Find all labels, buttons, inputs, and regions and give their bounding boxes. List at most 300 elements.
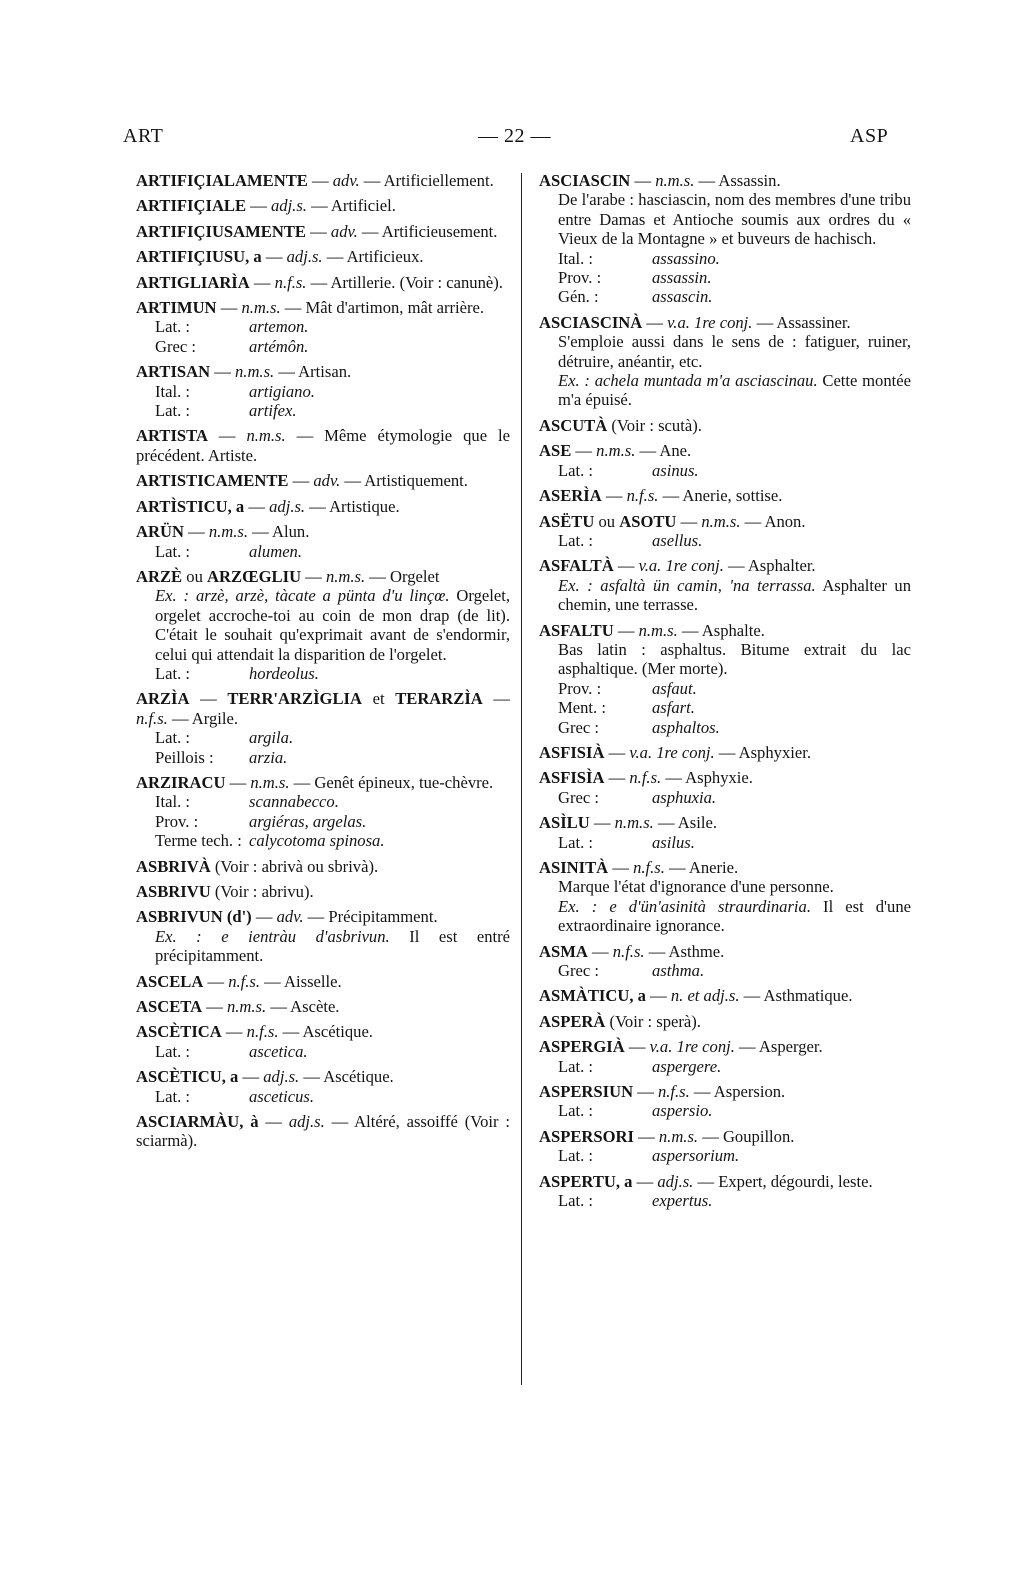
etymology-word: arzia.: [249, 747, 288, 767]
entry-first-line: ASBRIVUN (d') — adv. — Précipitamment.: [136, 907, 438, 927]
cross-reference: (Voir : canunè).: [399, 272, 503, 292]
etymology-label: Lat. :: [155, 1041, 191, 1061]
headword: ASCIASCIN: [539, 171, 631, 190]
part-of-speech: n.m.s.: [226, 997, 267, 1017]
headword: ARTISAN: [136, 362, 211, 382]
definition: Asthmatique.: [763, 986, 853, 1006]
etymology-label: Lat. :: [558, 1101, 594, 1121]
example-translation: Il est d'une extraordinaire ignorance.: [558, 896, 911, 936]
entry-note: S'emploie aussi dans le sens de : fatiguer, ruiner, détruire, anéantir, etc.: [558, 332, 911, 371]
entry-note: Marque l'état d'ignorance d'une personne.: [558, 877, 834, 897]
entry-first-line: [136, 882, 510, 901]
example-translation: Orgelet, orgelet accroche-toi au coin de mon drap (de lit). C'était le souhait qu'exprimait avant de s'endormir, celui qui attendait la disparition de l'orgelet.: [155, 586, 510, 664]
right-column: [539, 171, 911, 1217]
definition: Asphyxier.: [738, 742, 811, 762]
headword: ASËTU: [539, 511, 595, 531]
etymology-line: [539, 249, 911, 268]
headword-variant: TERR'ARZÌGLIA: [227, 689, 362, 709]
entry-first-line: ASPERSIUN — n.f.s. — Aspersion.: [539, 1082, 786, 1102]
part-of-speech: adj.s.: [263, 1067, 300, 1087]
etymology-line: [539, 1101, 911, 1120]
headword-separator: ou: [598, 511, 616, 531]
part-of-speech: n.f.s.: [633, 858, 665, 877]
part-of-speech: n.f.s.: [246, 1022, 279, 1042]
definition: Artillerie.: [330, 272, 396, 292]
dictionary-entry: [539, 986, 911, 1005]
part-of-speech: n.m.s.: [658, 1126, 699, 1146]
headword: ARTIFIÇIUSU, a: [136, 247, 262, 267]
etymology-word: asfaut.: [652, 678, 697, 698]
headword: ASBRIVU: [136, 882, 211, 901]
dictionary-entry: [136, 273, 510, 292]
definition: Mât d'artimon, mât arrière.: [305, 298, 485, 318]
entry-first-line: ASFISIÀ — v.a. 1re conj. — Asphyxier.: [539, 742, 811, 762]
etymology-word: asellus.: [652, 530, 703, 550]
entry-first-line: ASMA — n.f.s. — Asthme.: [539, 941, 725, 961]
entry-first-line: ASËTU ou ASOTU — n.m.s. — Anon.: [539, 511, 806, 531]
entry-first-line: ASMÀTICU, a — n. et adj.s. — Asthmatique.: [539, 986, 853, 1006]
definition: Même étymologie que le précédent. Artiste.: [136, 426, 510, 465]
definition: Ascète.: [290, 997, 340, 1017]
etymology-word: argiéras, argelas.: [249, 811, 367, 831]
etymology-word: asilus.: [652, 832, 695, 852]
etymology-label: Terme tech. :: [155, 831, 242, 851]
dictionary-entry: [539, 1037, 911, 1076]
definition: Artisan.: [298, 362, 352, 382]
dictionary-entry: [539, 1127, 911, 1166]
dictionary-entry: [136, 247, 510, 266]
etymology-line: [539, 1146, 911, 1165]
dictionary-entry: [136, 497, 510, 516]
definition: Anerie.: [688, 858, 739, 877]
etymology-label: Prov. :: [558, 268, 602, 288]
entry-first-line: ARTISTA — n.m.s. — Même étymologie que le précédent. Artiste.: [136, 426, 510, 465]
example-text: achela muntada m'a asciascinau.: [594, 371, 818, 391]
etymology-label: Lat. :: [155, 728, 191, 748]
entry-first-line: ARZÈ ou ARZŒGLIU — n.m.s. — Orgelet: [136, 566, 440, 586]
dictionary-entry: [136, 1112, 510, 1151]
etymology-line: [539, 1057, 911, 1076]
headword-variant: ASOTU: [619, 511, 677, 531]
part-of-speech: adv.: [276, 907, 304, 927]
definition: Goupillon.: [722, 1126, 795, 1146]
example-text: e ientràu d'asbrivun.: [221, 926, 390, 946]
etymology-label: Prov. :: [155, 811, 199, 831]
headword: ARTIFIÇIALAMENTE: [136, 171, 308, 190]
etymology-line: [539, 961, 911, 980]
dictionary-entry: [136, 857, 510, 876]
etymology-label: Ital. :: [155, 381, 191, 401]
part-of-speech: n.m.s.: [208, 522, 249, 542]
headword: ASFISÌA: [539, 768, 605, 788]
part-of-speech: adj.s.: [269, 496, 306, 516]
part-of-speech: n.m.s.: [241, 298, 281, 318]
etymology-line: [136, 748, 510, 767]
part-of-speech: n.m.s.: [638, 620, 678, 640]
part-of-speech: adv.: [330, 221, 358, 241]
part-of-speech: adj.s.: [270, 196, 307, 216]
definition: Assassiner.: [776, 312, 851, 332]
dictionary-entry: [539, 1012, 911, 1031]
definition: Expert, dégourdi, leste.: [718, 1171, 873, 1191]
example: [136, 927, 510, 966]
definition: Artificiel.: [330, 196, 396, 216]
entry-first-line: ARTIFIÇIALE — adj.s. — Artificiel.: [136, 196, 396, 216]
etymology-label: Grec :: [558, 961, 599, 981]
dictionary-entry: [539, 171, 911, 307]
example-translation: Cette montée m'a épuisé.: [558, 371, 911, 410]
headword: ASCUTÀ: [539, 415, 608, 435]
etymology-word: asphuxia.: [652, 787, 717, 807]
part-of-speech: v.a. 1re conj.: [667, 312, 753, 332]
definition: Asperger.: [758, 1037, 823, 1057]
dictionary-entry: [539, 441, 911, 480]
definition: Artistique.: [329, 496, 400, 516]
entry-note: De l'arabe : hasciascin, nom des membres d'une tribu entre Damas et Antioche soumis aux ordres du « Vieux de la Montagne » et buveurs de hachisch.: [558, 190, 911, 249]
part-of-speech: n.f.s.: [626, 486, 659, 506]
dictionary-entry: [136, 1022, 510, 1061]
example: [539, 576, 911, 615]
dictionary-entry: [539, 621, 911, 737]
entry-first-line: ASERÌA — n.f.s. — Anerie, sottise.: [539, 486, 783, 506]
etymology-line: [136, 728, 510, 747]
definition: Asthme.: [668, 941, 725, 961]
entry-first-line: [136, 857, 510, 876]
example-label: Ex. :: [155, 926, 202, 946]
dictionary-entry: [539, 486, 911, 505]
example: [136, 586, 510, 664]
entry-first-line: ASFALTÀ — v.a. 1re conj. — Asphalter.: [539, 556, 816, 576]
part-of-speech: n.m.s.: [655, 171, 695, 190]
headword: ARZÈ: [136, 566, 183, 586]
headword: ASCETA: [136, 997, 203, 1017]
headword: ASPERSIUN: [539, 1082, 634, 1102]
headword: ASCELA: [136, 971, 204, 991]
definition: Ane.: [659, 441, 692, 461]
dictionary-entry: [539, 743, 911, 762]
dictionary-entry: [136, 773, 510, 851]
etymology-line: [539, 1191, 911, 1210]
headword: ASPERTU, a: [539, 1171, 633, 1191]
headword: ASFALTU: [539, 620, 614, 640]
etymology-line: [539, 461, 911, 480]
headword: ASFALTÀ: [539, 556, 614, 576]
entry-first-line: ASCÈTICA — n.f.s. — Ascétique.: [136, 1022, 373, 1042]
entry-first-line: ASE — n.m.s. — Ane.: [539, 441, 692, 461]
example-label: Ex. :: [558, 575, 593, 595]
header-right-guideword: ASP: [850, 125, 889, 147]
etymology-line: [539, 698, 911, 717]
entry-first-line: ASPERSORI — n.m.s. — Goupillon.: [539, 1126, 795, 1146]
etymology-label: Lat. :: [155, 401, 191, 421]
definition: Alun.: [272, 522, 310, 542]
etymology-label: Lat. :: [558, 1146, 594, 1166]
entry-first-line: ASCÈTICU, a — adj.s. — Ascétique.: [136, 1067, 394, 1087]
etymology-word: aspergere.: [652, 1056, 722, 1076]
part-of-speech: adv.: [332, 171, 360, 190]
part-of-speech: v.a. 1re conj.: [638, 556, 724, 576]
dictionary-entry: [539, 858, 911, 936]
headword: ASFISIÀ: [539, 742, 605, 762]
example-translation: Il est entré précipitamment.: [155, 926, 511, 966]
dictionary-entry: [136, 1067, 510, 1106]
headword: ARZIRACU: [136, 772, 226, 792]
etymology-word: asfart.: [652, 698, 695, 718]
etymology-word: asphaltos.: [652, 717, 720, 737]
part-of-speech: n.m.s.: [246, 426, 286, 446]
definition: Assassin.: [718, 171, 781, 190]
dictionary-entry: [539, 942, 911, 981]
etymology-word: asthma.: [652, 961, 705, 981]
part-of-speech: v.a. 1re conj.: [649, 1037, 735, 1057]
dictionary-entry: [539, 512, 911, 551]
headword: ASCÈTICU, a: [136, 1067, 239, 1087]
etymology-word: artémôn.: [249, 336, 309, 356]
definition: Ascétique.: [323, 1067, 394, 1087]
etymology-label: Lat. :: [155, 317, 191, 337]
definition: Aisselle.: [284, 971, 342, 991]
entry-first-line: ARTIFIÇIUSAMENTE — adv. — Artificieusement.: [136, 221, 498, 241]
headword: ARTIFIÇIUSAMENTE: [136, 221, 306, 241]
dictionary-entry: [539, 1082, 911, 1121]
headword: ARTÌSTICU, a: [136, 496, 245, 516]
example-label: Ex. :: [558, 896, 598, 916]
part-of-speech: n.m.s.: [596, 441, 636, 461]
headword: ARÜN: [136, 522, 184, 542]
etymology-line: [539, 788, 911, 807]
etymology-label: Prov. :: [558, 678, 602, 698]
dictionary-entry: [136, 196, 510, 215]
headword-separator: ou: [186, 566, 203, 586]
etymology-word: calycotoma spinosa.: [249, 831, 385, 851]
part-of-speech: adj.s.: [286, 247, 323, 267]
etymology-word: scannabecco.: [249, 792, 339, 812]
definition: Artificiellement.: [383, 171, 494, 190]
etymology-word: artemon.: [249, 317, 309, 337]
definition: Argile.: [191, 708, 239, 728]
headword: ARZÌA: [136, 689, 190, 709]
part-of-speech: n.m.s.: [701, 511, 741, 531]
etymology-word: argila.: [249, 728, 294, 748]
etymology-label: Lat. :: [155, 541, 191, 561]
definition: Orgelet: [390, 566, 440, 586]
example-text: asfaltà ün camin, 'na terrassa.: [600, 575, 816, 595]
headword: ASPERGIÀ: [539, 1037, 625, 1057]
headword: ASE: [539, 441, 572, 461]
etymology-label: Ital. :: [558, 248, 594, 268]
entry-first-line: ASPERGIÀ — v.a. 1re conj. — Asperger.: [539, 1037, 823, 1057]
left-column: [136, 171, 510, 1157]
cross-reference: (Voir : abrivu).: [214, 882, 314, 901]
etymology-label: Lat. :: [558, 530, 594, 550]
etymology-label: Lat. :: [558, 1191, 594, 1211]
headword: ASBRIVUN (d'): [136, 907, 252, 927]
etymology-label: Ital. :: [155, 792, 191, 812]
etymology-word: assassin.: [652, 268, 712, 288]
entry-first-line: [539, 416, 911, 435]
entry-first-line: ASCELA — n.f.s. — Aisselle.: [136, 971, 342, 991]
etymology-word: asinus.: [652, 460, 699, 480]
example-text: e d'ün'asinità straurdinaria.: [609, 896, 811, 916]
entry-first-line: ARTIMUN — n.m.s. — Mât d'artimon, mât arrière.: [136, 298, 485, 318]
definition: Asphyxie.: [685, 768, 753, 788]
dictionary-entry: [539, 813, 911, 852]
part-of-speech: n.m.s.: [325, 566, 366, 586]
dictionary-entry: [136, 426, 510, 465]
etymology-word: hordeolus.: [249, 663, 319, 683]
headword: ARTIFIÇIALE: [136, 196, 247, 216]
etymology-label: Ment. :: [558, 698, 606, 718]
headword: ASINITÀ: [539, 858, 609, 877]
headword: ASPERÀ: [539, 1011, 606, 1031]
dictionary-entry: [136, 362, 510, 420]
entry-first-line: ASCIARMÀU, à — adj.s. — Altéré, assoiffé (Voir : sciarmà).: [136, 1112, 511, 1151]
part-of-speech: adj.s.: [657, 1171, 694, 1191]
etymology-word: artifex.: [249, 401, 297, 421]
etymology-line: [136, 812, 510, 831]
headword: ARTIGLIARÌA: [136, 272, 250, 292]
etymology-word: aspersio.: [652, 1101, 713, 1121]
etymology-line: [136, 792, 510, 811]
cross-reference: (Voir : sperà).: [609, 1011, 701, 1031]
dictionary-entry: [539, 1172, 911, 1211]
entry-first-line: ARZIRACU — n.m.s. — Genêt épineux, tue-chèvre.: [136, 772, 494, 792]
column-divider: [521, 173, 522, 1385]
part-of-speech: n.m.s.: [235, 362, 275, 382]
etymology-line: [539, 287, 911, 306]
part-of-speech: n.f.s.: [228, 971, 261, 991]
headword: ASÌLU: [539, 813, 590, 833]
etymology-line: [136, 317, 510, 336]
etymology-line: [539, 718, 911, 737]
etymology-word: assassino.: [652, 248, 720, 268]
headword: ASMA: [539, 941, 588, 961]
cross-reference: (Voir : scutà).: [611, 415, 702, 435]
entry-first-line: ASCIASCIN — n.m.s. — Assassin.: [539, 171, 781, 190]
headword: ASERÌA: [539, 486, 602, 506]
etymology-line: [136, 1042, 510, 1061]
dictionary-entry: [539, 416, 911, 435]
part-of-speech: adj.s.: [288, 1112, 325, 1132]
entry-first-line: ASPERTU, a — adj.s. — Expert, dégourdi, leste.: [539, 1171, 873, 1191]
dictionary-entry: [136, 298, 510, 356]
entry-first-line: ARTIFIÇIALAMENTE — adv. — Artificiellement.: [136, 171, 494, 190]
page-number: — 22 —: [478, 125, 551, 147]
part-of-speech: n.f.s.: [612, 941, 645, 961]
definition: Asphalte.: [701, 620, 765, 640]
etymology-line: [136, 401, 510, 420]
etymology-line: [539, 833, 911, 852]
example-translation: Asphalter un chemin, une terrasse.: [558, 575, 911, 615]
dictionary-entry: [136, 522, 510, 561]
etymology-line: [136, 1087, 510, 1106]
etymology-line: [539, 268, 911, 287]
dictionary-entry: [136, 882, 510, 901]
headword: ASCIASCINÀ: [539, 312, 643, 332]
etymology-label: Gén. :: [558, 287, 599, 307]
example-label: Ex. :: [558, 371, 590, 391]
definition: Anon.: [764, 511, 806, 531]
headword-variant: ARZŒGLIU: [207, 566, 302, 586]
dictionary-entry: [136, 972, 510, 991]
definition: Anerie, sottise.: [682, 486, 783, 506]
etymology-line: [539, 679, 911, 698]
headword: ASMÀTICU, a: [539, 986, 646, 1006]
etymology-line: [136, 831, 510, 850]
header-left-guideword: ART: [123, 125, 164, 147]
dictionary-entry: [136, 997, 510, 1016]
definition: Aspersion.: [713, 1082, 786, 1102]
dictionary-entry: [136, 171, 510, 190]
part-of-speech: n.m.s.: [614, 813, 654, 833]
definition: Asile.: [677, 813, 717, 833]
dictionary-entry: [136, 907, 510, 965]
etymology-label: Lat. :: [155, 663, 191, 683]
etymology-label: Lat. :: [558, 1056, 594, 1076]
etymology-line: [136, 664, 510, 683]
dictionary-entry: [136, 471, 510, 490]
etymology-label: Grec :: [558, 717, 599, 737]
part-of-speech: n. et adj.s.: [670, 986, 740, 1006]
part-of-speech: n.m.s.: [250, 772, 290, 792]
entry-first-line: ARÜN — n.m.s. — Alun.: [136, 522, 310, 542]
dictionary-entry: [539, 313, 911, 410]
etymology-label: Lat. :: [558, 460, 594, 480]
example-text: arzè, arzè, tàcate a pünta d'u linçœ.: [195, 586, 450, 606]
entry-first-line: ASCIASCINÀ — v.a. 1re conj. — Assassiner.: [539, 312, 851, 332]
etymology-word: ascetica.: [249, 1041, 308, 1061]
etymology-word: assascin.: [652, 287, 713, 307]
part-of-speech: n.f.s.: [136, 708, 168, 728]
definition: Genêt épineux, tue-chèvre.: [314, 772, 494, 792]
etymology-word: artigiano.: [249, 381, 315, 401]
entry-first-line: ARTISTICAMENTE — adv. — Artistiquement.: [136, 471, 468, 491]
definition: Asphalter.: [747, 556, 816, 576]
headword: ARTISTA: [136, 426, 208, 446]
entry-first-line: ARTISAN — n.m.s. — Artisan.: [136, 362, 352, 382]
headword: ASCIARMÀU, à: [136, 1112, 259, 1132]
definition: Précipitamment.: [328, 907, 438, 927]
etymology-word: expertus.: [652, 1191, 713, 1211]
part-of-speech: n.f.s.: [274, 272, 307, 292]
etymology-word: aspersorium.: [652, 1146, 740, 1166]
entry-first-line: ARTIFIÇIUSU, a — adj.s. — Artificieux.: [136, 247, 424, 267]
part-of-speech: n.f.s.: [629, 768, 662, 788]
etymology-word: alumen.: [249, 541, 302, 561]
entry-first-line: ASCETA — n.m.s. — Ascète.: [136, 997, 340, 1017]
headword-separator: —: [200, 689, 217, 709]
entry-first-line: ARZÌA — TERR'ARZÌGLIA et TERARZÌA — n.f.s. — Argile.: [136, 689, 511, 728]
etymology-line: [136, 337, 510, 356]
headword: ARTIMUN: [136, 298, 217, 318]
definition: Ascétique.: [302, 1022, 373, 1042]
headword-separator: et: [372, 689, 385, 709]
etymology-label: Lat. :: [155, 1086, 191, 1106]
part-of-speech: adv.: [313, 471, 341, 491]
entry-note: Bas latin : asphaltus. Bitume extrait du lac asphaltique. (Mer morte).: [558, 639, 911, 679]
dictionary-entry: [539, 768, 911, 807]
headword: ASBRIVÀ: [136, 856, 211, 876]
part-of-speech: n.f.s.: [657, 1082, 690, 1102]
definition: Artificieusement.: [381, 221, 498, 241]
definition: Artificieux.: [346, 247, 424, 267]
etymology-label: Grec :: [558, 787, 599, 807]
entry-first-line: ASINITÀ — n.f.s. — Anerie.: [539, 858, 739, 877]
dictionary-entry: [136, 689, 510, 767]
entry-first-line: ASFISÌA — n.f.s. — Asphyxie.: [539, 768, 753, 788]
dictionary-entry: [136, 567, 510, 683]
headword: ASCÈTICA: [136, 1022, 222, 1042]
